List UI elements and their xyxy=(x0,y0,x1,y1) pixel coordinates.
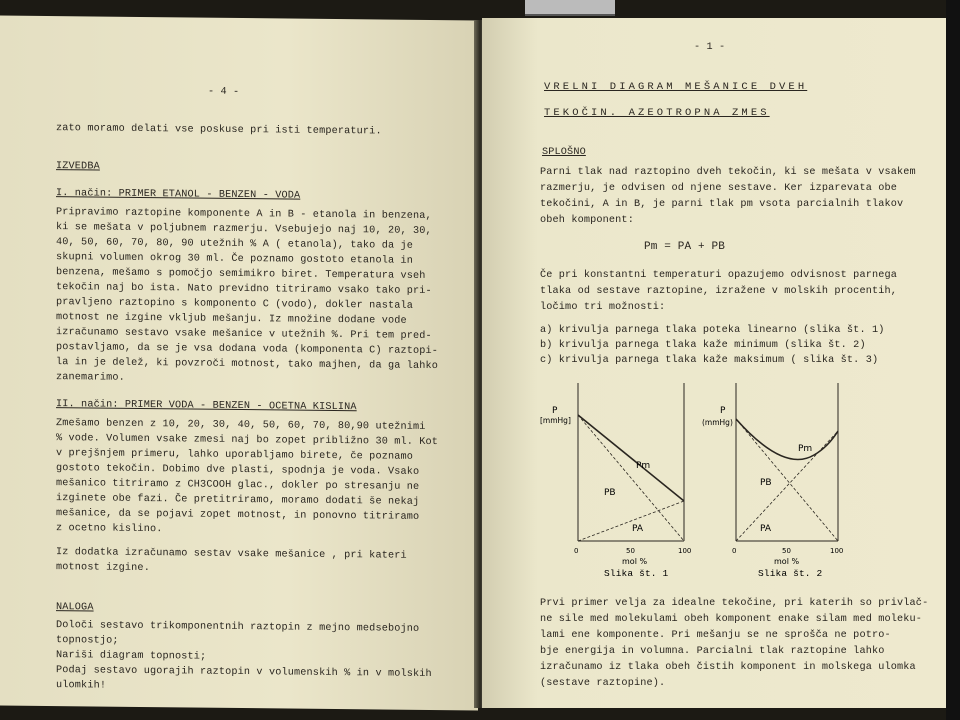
text-line: la in je delež, ki povzroči motnost, tako majhen, da ga lahko xyxy=(56,357,439,373)
fig1-y-unit: [mmHg] xyxy=(540,416,571,425)
text-line: izračunamo iz tlaka obeh čistih komponent in molskega ulomka xyxy=(540,662,916,673)
fig2-tick-0: 0 xyxy=(732,547,737,555)
intro-line: zato moramo delati vse poskuse pri isti temperaturi. xyxy=(56,123,382,138)
fig1-x-label: mol % xyxy=(622,557,648,566)
fig1-y-label: P xyxy=(552,406,558,416)
text-line: postavljamo, da se je vsa dodana voda (komponenta C) raztopi- xyxy=(56,342,439,358)
task-heading: NALOGA xyxy=(56,602,94,614)
fig1-curve-pb xyxy=(578,415,684,541)
fig2-caption: Slika št. 2 xyxy=(758,568,823,579)
right-page-number: - 1 - xyxy=(694,42,726,53)
left-page-number: - 4 - xyxy=(208,86,240,99)
title-line-1: VRELNI DIAGRAM MEŠANICE DVEH xyxy=(544,81,808,93)
fig2-curve-pa xyxy=(736,431,838,541)
right-page xyxy=(482,18,946,708)
method1-heading: I. način: PRIMER ETANOL - BENZEN - VODA xyxy=(56,188,301,202)
text-line: Če pri konstantni temperaturi opazujemo odvisnost parnega xyxy=(540,270,898,281)
fig1-curve-pm xyxy=(578,415,684,501)
task-line: topnostjo; xyxy=(56,635,119,647)
fig2-y-unit: (mmHg) xyxy=(702,418,733,427)
fig2-y-label: P xyxy=(720,406,726,416)
text-line: pravljeno raztopino s komponento C (vodo), dokler nastala xyxy=(56,297,414,312)
fig2-x-label: mol % xyxy=(774,557,800,566)
fig2-curve-pm xyxy=(736,419,838,460)
text-line: gostoto tekočin. Dobimo dve plasti, spodnja je voda. Vsako xyxy=(56,463,420,478)
text-line: obeh komponent: xyxy=(540,215,634,226)
text-line: benzena, mešamo s pomočjo semimikro biret. Temperatura vseh xyxy=(56,267,426,282)
figure-2-minimum-diagram xyxy=(698,373,868,588)
text-line: izginete obe fazi. Če pretitriramo, moramo dodati še nekaj xyxy=(56,493,420,508)
text-line: skupni volumen okrog 30 ml. Če poznamo gostoto etanola in xyxy=(56,252,414,267)
background-edge xyxy=(946,0,960,720)
text-line: lami ene komponente. Pri mešanju se ne sprošča ne potro- xyxy=(540,630,891,641)
closing-line: motnost izgine. xyxy=(56,562,150,575)
text-line: ločimo tri možnosti: xyxy=(540,302,666,313)
text-line: izračunamo sestavo vsake mešanice v utežnih %. Pri tem pred- xyxy=(56,327,432,343)
task-line: ulomkih! xyxy=(56,680,107,692)
text-line: tlaka od sestave raztopine, izražene v molskih procentih, xyxy=(540,286,898,297)
text-line: zanemarimo. xyxy=(56,372,125,384)
fig1-tick-0: 0 xyxy=(574,547,579,555)
fig1-label-pm: Pm xyxy=(636,461,651,471)
text-line: tekočin naj bo ista. Nato previdno titriramo vsako tako pri- xyxy=(56,282,432,298)
text-line: 40, 50, 60, 70, 80, 90 utežnih % A ( etanola), tako da je xyxy=(56,237,414,252)
title-line-2: TEKOČIN. AZEOTROPNA ZMES xyxy=(544,107,770,119)
fig1-curve-pa xyxy=(578,501,684,541)
closing-line: Iz dodatka izračunamo sestav vsake mešanice , pri kateri xyxy=(56,547,407,562)
binder-clip xyxy=(525,0,615,16)
fig1-tick-100: 100 xyxy=(678,547,692,555)
text-line: (sestave raztopine). xyxy=(540,678,666,689)
text-line: tekočini, A in B, je parni tlak pm vsota parcialnih tlakov xyxy=(540,199,904,210)
text-line: motnost ne izgine vkljub mešanju. Iz množine dodane vode xyxy=(56,312,407,327)
fig2-tick-100: 100 xyxy=(830,547,844,555)
figure-1-linear-diagram xyxy=(532,373,702,588)
fig1-label-pb: PB xyxy=(604,488,616,498)
text-line: Prvi primer velja za idealne tekočine, pri katerih so privlač- xyxy=(540,598,929,609)
text-line: ki se mešata v poljubnem razmerju. Vsebujejo naj 10, 20, 30, xyxy=(56,222,432,238)
fig2-label-pa: PA xyxy=(760,524,772,534)
text-line: ne sile med molekulami obeh komponent enake silam med moleku- xyxy=(540,614,923,625)
text-line: Pripravimo raztopine komponente A in B - etanola in benzena, xyxy=(56,207,432,223)
text-line: razmerju, je odvisen od njene sestave. Ker izparevata obe xyxy=(540,183,898,194)
text-line: v prejšnjem primeru, lahko uporabljamo birete, če poznamo xyxy=(56,448,414,463)
section-heading-izvedba: IZVEDBA xyxy=(56,161,100,173)
option-a: a) krivulja parnega tlaka poteka linearno (slika št. 1) xyxy=(540,325,885,336)
text-line: mešanice, da se pojavi zopet motnost, in ponovno titriramo xyxy=(56,508,420,523)
fig1-caption: Slika št. 1 xyxy=(604,568,669,579)
fig2-label-pb: PB xyxy=(760,478,772,488)
text-line: bje energija in volumna. Parcialni tlak raztopine lahko xyxy=(540,646,885,657)
fig1-label-pa: PA xyxy=(632,524,644,534)
option-c: c) krivulja parnega tlaka kaže maksimum ( slika št. 3) xyxy=(540,355,879,366)
method2-heading: II. način: PRIMER VODA - BENZEN - OCETNA KISLINA xyxy=(56,399,357,414)
fig2-label-pm: Pm xyxy=(798,444,813,454)
section-heading-splosno: SPLOŠNO xyxy=(542,147,586,158)
fig2-curve-pb xyxy=(736,419,838,541)
left-page xyxy=(0,15,478,710)
text-line: mešanico titriramo z CH3COOH glac., dokler po stresanju ne xyxy=(56,478,420,493)
text-line: Zmešamo benzen z 10, 20, 30, 40, 50, 60, 70, 80,90 utežnimi xyxy=(56,418,426,433)
task-line: Podaj sestavo ugorajih raztopin v volumenskih % in v molskih xyxy=(56,665,432,681)
task-line: Določi sestavo trikomponentnih raztopin z mejno medsebojno xyxy=(56,620,420,635)
fig1-tick-50: 50 xyxy=(626,547,635,555)
task-line: Nariši diagram topnosti; xyxy=(56,650,207,663)
formula: Pm = PA + PB xyxy=(644,241,726,253)
text-line: z ocetno kislino. xyxy=(56,523,163,536)
text-line: Parni tlak nad raztopino dveh tekočin, ki se mešata v vsakem xyxy=(540,167,916,178)
option-b: b) krivulja parnega tlaka kaže minimum (slika št. 2) xyxy=(540,340,866,351)
fig2-tick-50: 50 xyxy=(782,547,791,555)
text-line: % vode. Volumen vsake zmesi naj bo zopet približno 30 ml. Kot xyxy=(56,433,439,449)
